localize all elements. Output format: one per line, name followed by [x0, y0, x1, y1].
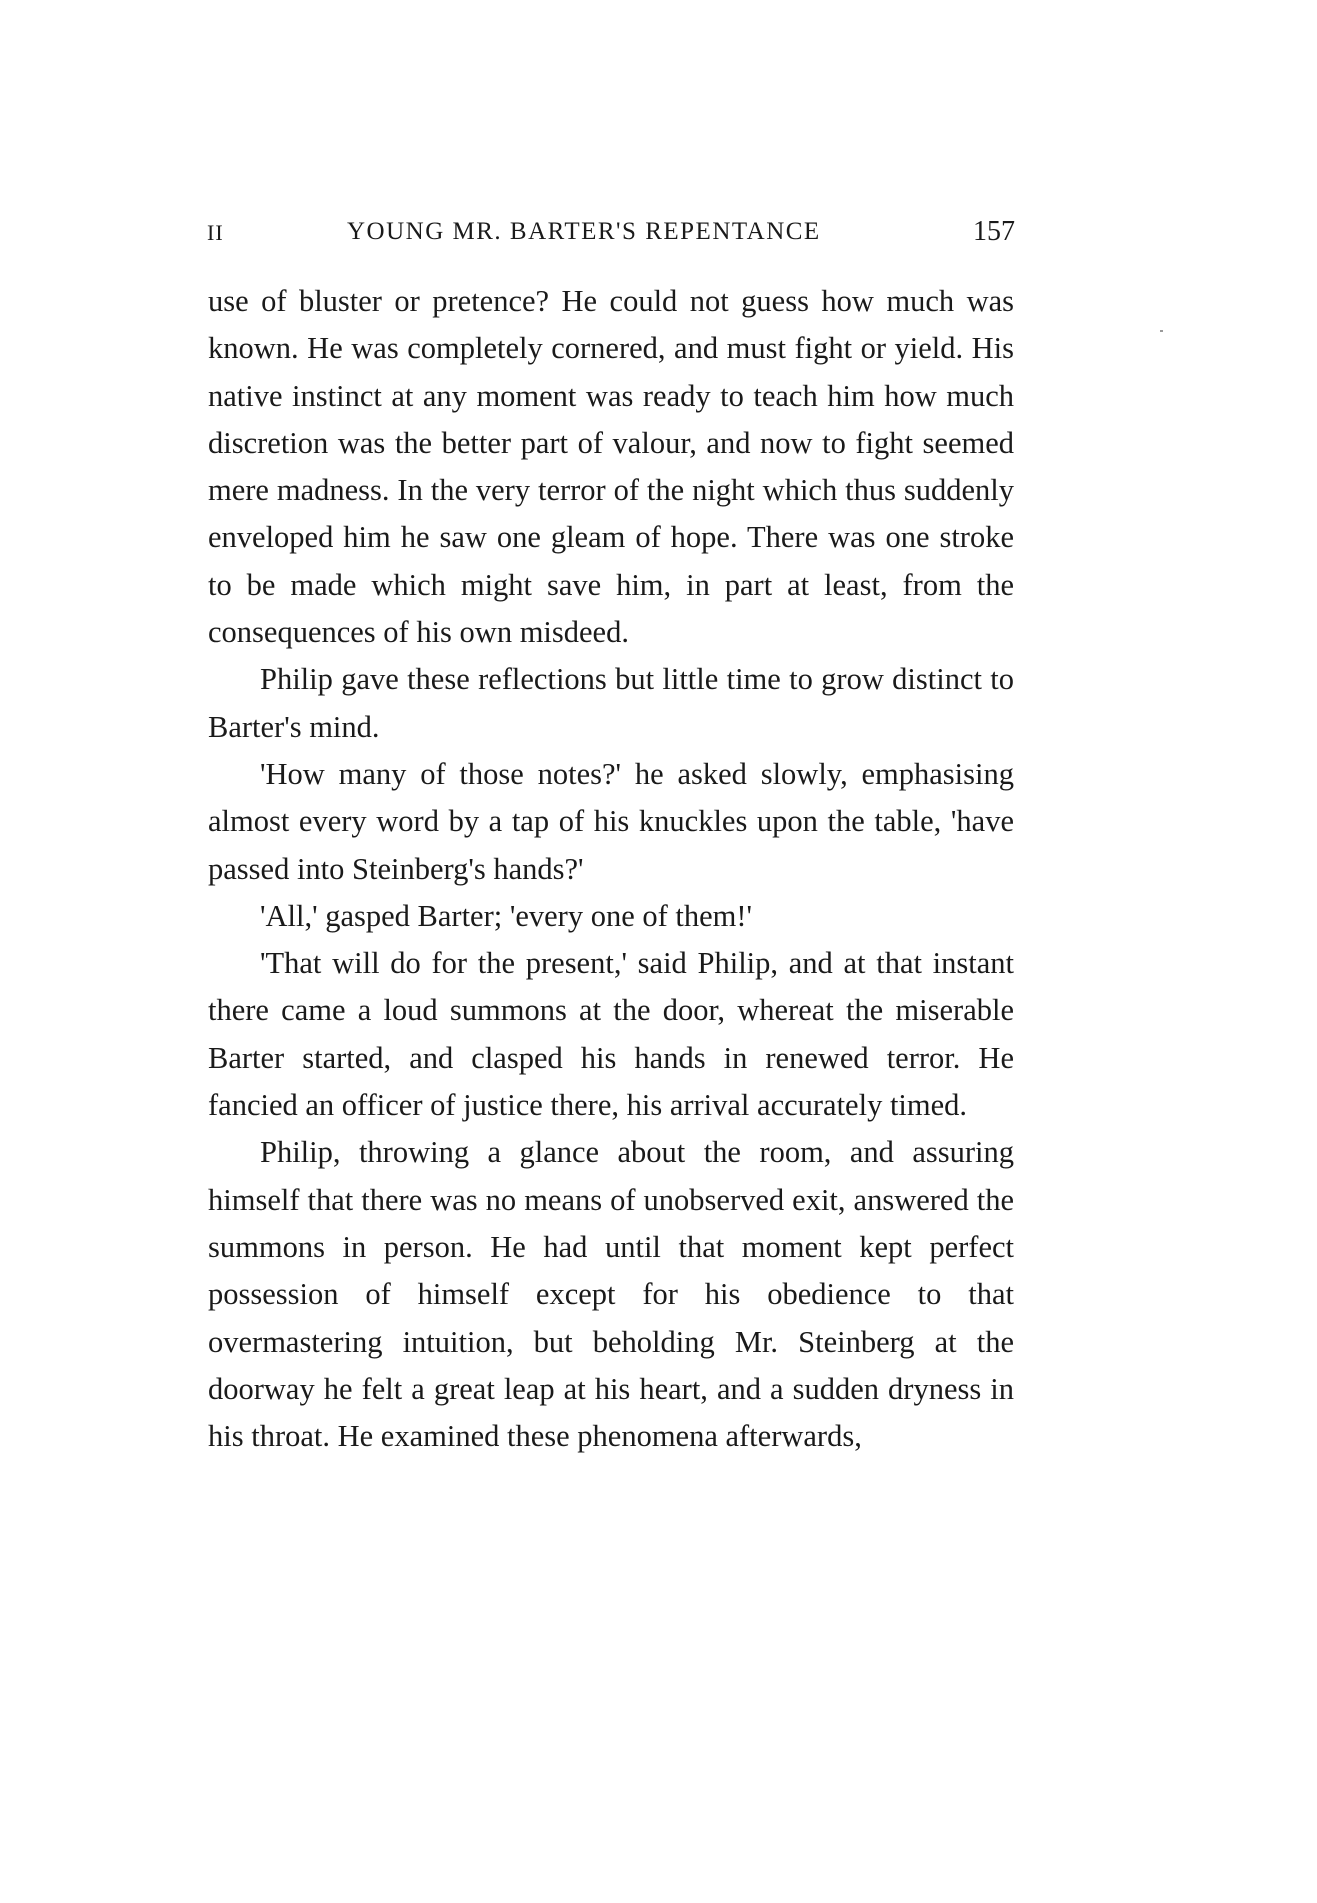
- paragraph-dialogue: 'How many of those notes?' he asked slowly, emphasising almost every word by a tap of his knuckles upon the table, 'have passed into Steinberg's hands?': [208, 756, 1014, 886]
- running-header: [207, 214, 1015, 254]
- body-text: [208, 278, 1014, 1460]
- paragraph-dialogue: 'That will do for the present,' said Philip, and at that instant there came a loud summons at the door, whereat the miserable Barter started, and clasped his hands in renewed terror. He fancied an officer of justice there, his arrival accurately timed.: [208, 946, 1014, 1123]
- paragraph-continuation: use of bluster or pretence? He could not guess how much was known. He was completely cornered, and must fight or yield. His native instinct at any moment was ready to teach him how much discretion was the better part of valour, and now to fight seemed mere madness. In the very terror of the night which thus suddenly enveloped him he saw one gleam of hope. There was one stroke to be made which might save him, in part at least, from the consequences of his own misdeed.: [208, 284, 1014, 650]
- paragraph: Philip gave these reflections but little time to grow distinct to Barter's mind.: [208, 662, 1014, 744]
- running-title: YOUNG MR. BARTER'S REPENTANCE: [347, 218, 821, 245]
- chapter-number: II: [207, 220, 224, 245]
- paragraph: Philip, throwing a glance about the room, and assuring himself that there was no means of unobserved exit, answered the summons in person. He had until that moment kept perfect possession of himself except for his obedience to that overmastering intuition, but beholding Mr. Steinberg at the doorway he felt a great leap at his heart, and a sudden dryness in his throat. He examined these phenomena afterwards,: [208, 1135, 1014, 1454]
- paragraph-dialogue: 'All,' gasped Barter; 'every one of them!': [260, 898, 753, 933]
- paper-speck: [1160, 330, 1163, 332]
- page-number: 157: [973, 216, 1015, 247]
